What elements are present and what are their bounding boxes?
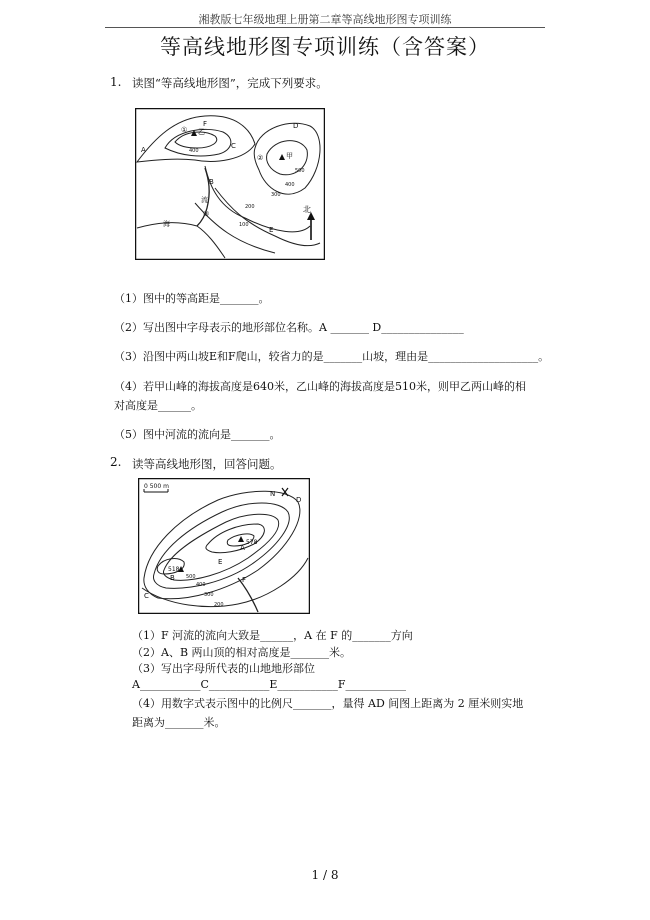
- q1-val-400b: 400: [285, 182, 295, 188]
- page-number: 1 / 8: [311, 868, 339, 882]
- q1-label-e: E: [269, 226, 274, 234]
- question-2-number: 2.: [110, 455, 122, 469]
- q1-val-300: 300: [271, 192, 281, 198]
- q2-val-200: 200: [214, 602, 224, 608]
- q1-label-c: C: [231, 142, 236, 150]
- q1-item-2: （2）写出图中字母表示的地形部位名称。A _______ D_______________: [114, 321, 464, 334]
- q2-peak-b: 518: [168, 566, 180, 573]
- q1-label-f: F: [203, 120, 208, 128]
- question-1-number: 1.: [110, 75, 122, 89]
- q2-peak-a: 578: [246, 539, 258, 546]
- page-title: 等高线地形图专项训练（含答案）: [160, 35, 490, 59]
- q1-circle-2: ②: [257, 154, 264, 162]
- q1-contour-map: [135, 108, 325, 260]
- q1-val-100: 100: [239, 222, 249, 228]
- q2-label-n: N: [270, 490, 276, 498]
- q2-item-3-blanks: A___________C___________E___________F___________: [132, 678, 407, 691]
- q1-item-4a: （4）若甲山峰的海拔高度是640米，乙山峰的海拔高度是510米，则甲乙两山峰的相: [114, 380, 526, 393]
- q1-item-5: （5）图中河流的流向是_______。: [114, 428, 281, 441]
- q2-label-e: E: [218, 558, 223, 566]
- q2-item-1: （1）F 河流的流向大致是______，A 在 F 的_______方向: [132, 629, 413, 642]
- question-1-prompt: 读图“等高线地形图”，完成下列要求。: [132, 76, 328, 90]
- q2-item-4a: （4）用数字式表示图中的比例尺_______，量得 AD 间图上距离为 2 厘米则实地: [132, 697, 524, 710]
- q2-label-f: F: [242, 576, 247, 584]
- q1-peak-jia: 甲: [286, 152, 293, 160]
- running-header: 湘教版七年级地理上册第二章等高线地形图专项训练: [198, 13, 452, 26]
- q2-label-a: A: [240, 544, 245, 552]
- q1-item-4b: 对高度是______。: [114, 399, 202, 412]
- q2-label-b: B: [170, 574, 175, 582]
- q1-circle-3: ③: [203, 210, 210, 218]
- q1-label-a: A: [141, 146, 146, 154]
- q2-val-300: 300: [204, 592, 214, 598]
- q2-val-500: 500: [186, 574, 196, 580]
- q2-contour-map: [138, 478, 310, 614]
- q1-val-500: 500: [295, 168, 305, 174]
- q1-river-label: 流: [201, 196, 208, 204]
- q1-val-400a: 400: [189, 148, 199, 154]
- q1-item-1: （1）图中的等高距是_______。: [114, 292, 270, 305]
- q2-scale-label: 0 500 m: [144, 483, 169, 490]
- q1-item-3: （3）沿图中两山坡E和F爬山，较省力的是_______山坡，理由是____________________。: [114, 350, 550, 363]
- header-divider: [105, 27, 545, 28]
- q2-label-c: C: [144, 592, 149, 600]
- q2-item-3: （3）写出字母所代表的山地地形部位: [132, 662, 315, 675]
- q1-peak-yi: 乙: [198, 128, 205, 136]
- q1-val-200: 200: [245, 204, 255, 210]
- q1-sea-label: 海: [163, 220, 170, 228]
- q2-val-400: 400: [196, 582, 206, 588]
- question-2-prompt: 读等高线地形图，回答问题。: [132, 457, 282, 471]
- q2-item-2: （2）A、B 两山顶的相对高度是_______米。: [132, 646, 352, 659]
- q1-circle-1: ①: [181, 126, 188, 134]
- q1-label-d: D: [293, 122, 299, 130]
- q1-north-label: 北: [303, 205, 311, 214]
- q1-label-b: B: [209, 178, 214, 186]
- q2-label-d: D: [296, 496, 302, 504]
- q2-item-4b: 距离为_______米。: [132, 716, 226, 729]
